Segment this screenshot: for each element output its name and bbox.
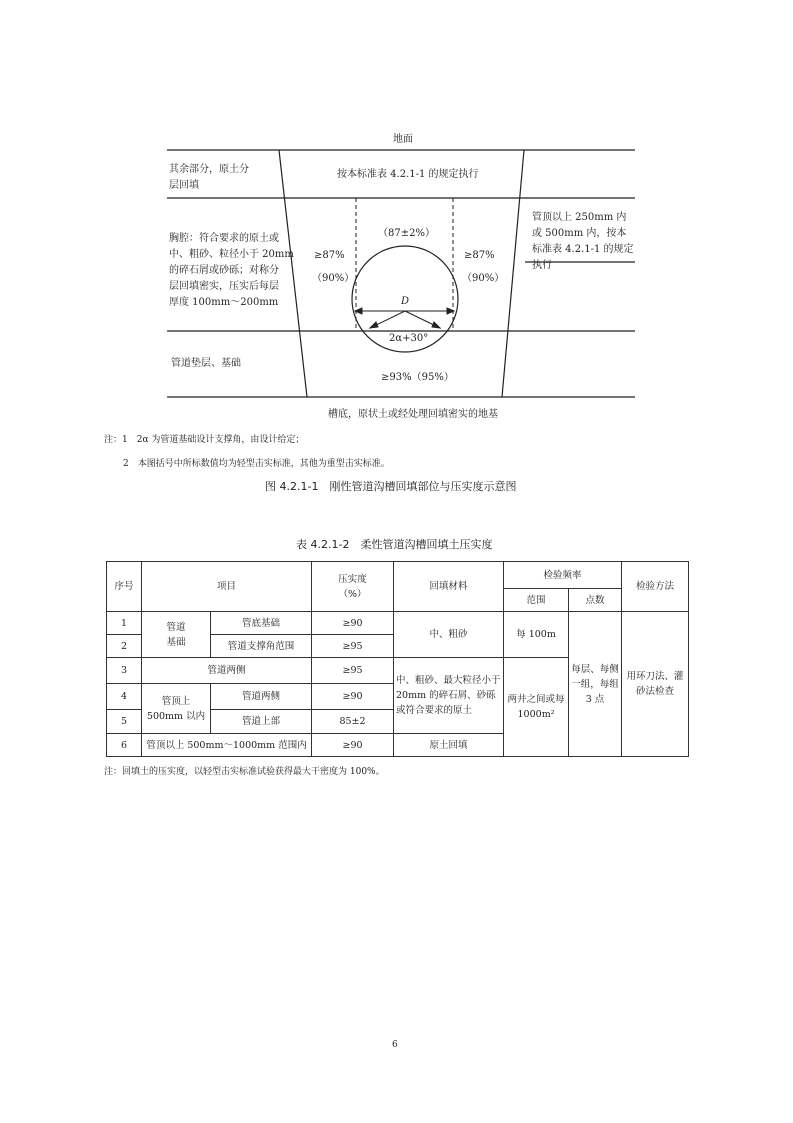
row-item: 管顶以上 500mm～1000mm 范围内 [142,734,312,757]
top-left-label-line1: 其余部分，原土分 [169,164,249,175]
row-item: 管道支撑角范围 [211,635,312,658]
row-no: 6 [107,734,142,757]
top-left-label-line2: 层回填 [169,180,199,191]
row-no: 4 [107,684,142,710]
range-100m: 每 100m [504,612,569,658]
left-value-alt: （90%） [312,273,355,284]
bedding-label: 管道垫层、基础 [171,358,241,369]
figure-caption: 图 4.2.1-1 刚性管道沟槽回填部位与压实度示意图 [265,480,517,493]
bottom-label: 槽底，原状土或经处理回填密实的地基 [328,409,498,420]
page-number: 6 [392,1040,398,1050]
method-cell: 用环刀法、灌砂法检查 [622,612,689,757]
center-top-value: （87±2%） [378,228,435,239]
row-value: ≥90 [312,612,394,635]
row-item: 管底基础 [211,612,312,635]
material-mixed: 中、粗砂、最大粒径小于 20mm 的碎石屑、砂砾或符合要求的原土 [394,658,504,734]
right-label-line2: 或 500mm 内，按本 [532,228,627,239]
header-method: 检验方法 [622,562,689,612]
chest-label-line2: 中、粗砂、粒径小于 20mm [169,249,294,260]
range-between-wells: 两井之间或每 1000m² [504,658,569,757]
row-no: 1 [107,612,142,635]
angle-label: 2α+30° [389,333,429,344]
row-no: 3 [107,658,142,684]
row-item: 管道两侧 [142,658,312,684]
header-item: 项目 [142,562,312,612]
chest-label-line4: 层回填密实，压实后每层 [169,281,279,292]
diameter-label: D [401,296,410,307]
material-sand: 中、粗砂 [394,612,504,658]
row-value: ≥95 [312,635,394,658]
table-note: 注：回填土的压实度，以轻型击实标准试验获得最大干密度为 100%。 [104,767,385,777]
top-center-label: 按本标准表 4.2.1-1 的规定执行 [337,169,479,180]
header-frequency: 检验频率 [504,562,622,589]
row-no: 2 [107,635,142,658]
header-points: 点数 [569,589,622,612]
right-value: ≥87% [464,250,495,261]
points-cell: 每层、每侧一组，每组 3 点 [569,612,622,757]
header-no: 序号 [107,562,142,612]
row-value: ≥90 [312,734,394,757]
chest-label-line5: 厚度 100mm～200mm [169,297,279,308]
header-compaction [312,562,394,612]
trench-wall-right [502,150,524,397]
group-pipe-top: 管顶上 500mm 以内 [142,684,211,734]
figure-note-1: 注：1 2α 为管道基础设计支撑角，由设计给定； [104,435,305,445]
row-value: 85±2 [312,710,394,734]
table-caption: 表 4.2.1-2 柔性管道沟槽回填土压实度 [296,538,493,551]
row-item: 管道两侧 [211,684,312,710]
right-label-line1: 管顶以上 250mm 内 [532,212,627,223]
header-compaction-label: 压实度 [338,573,367,585]
trench-wall-left [279,150,307,397]
chest-label-line3: 的碎石屑或砂砾；对称分 [169,265,279,276]
row-value: ≥90 [312,684,394,710]
right-value-alt: （90%） [462,273,505,284]
left-value: ≥87% [314,250,345,261]
header-range: 范围 [504,589,569,612]
compaction-table [106,561,689,757]
row-item: 管道上部 [211,710,312,734]
group-pipe-base: 管道 基础 [142,612,211,658]
material-original-soil: 原土回填 [394,734,504,757]
header-compaction-unit: （%） [338,588,367,600]
chest-label-line1: 胸腔：符合要求的原土或 [169,233,279,244]
table-row [107,612,689,635]
row-no: 5 [107,710,142,734]
ground-label: 地面 [393,134,413,145]
bedding-value: ≥93%（95%） [381,372,454,383]
right-label-line4: 执行 [532,260,552,271]
figure-note-2: 2 本图括号中所标数值均为轻型击实标准，其他为重型击实标准。 [123,459,390,469]
right-label-line3: 标准表 4.2.1-1 的规定 [532,244,634,255]
header-material: 回填材料 [394,562,504,612]
row-value: ≥95 [312,658,394,684]
